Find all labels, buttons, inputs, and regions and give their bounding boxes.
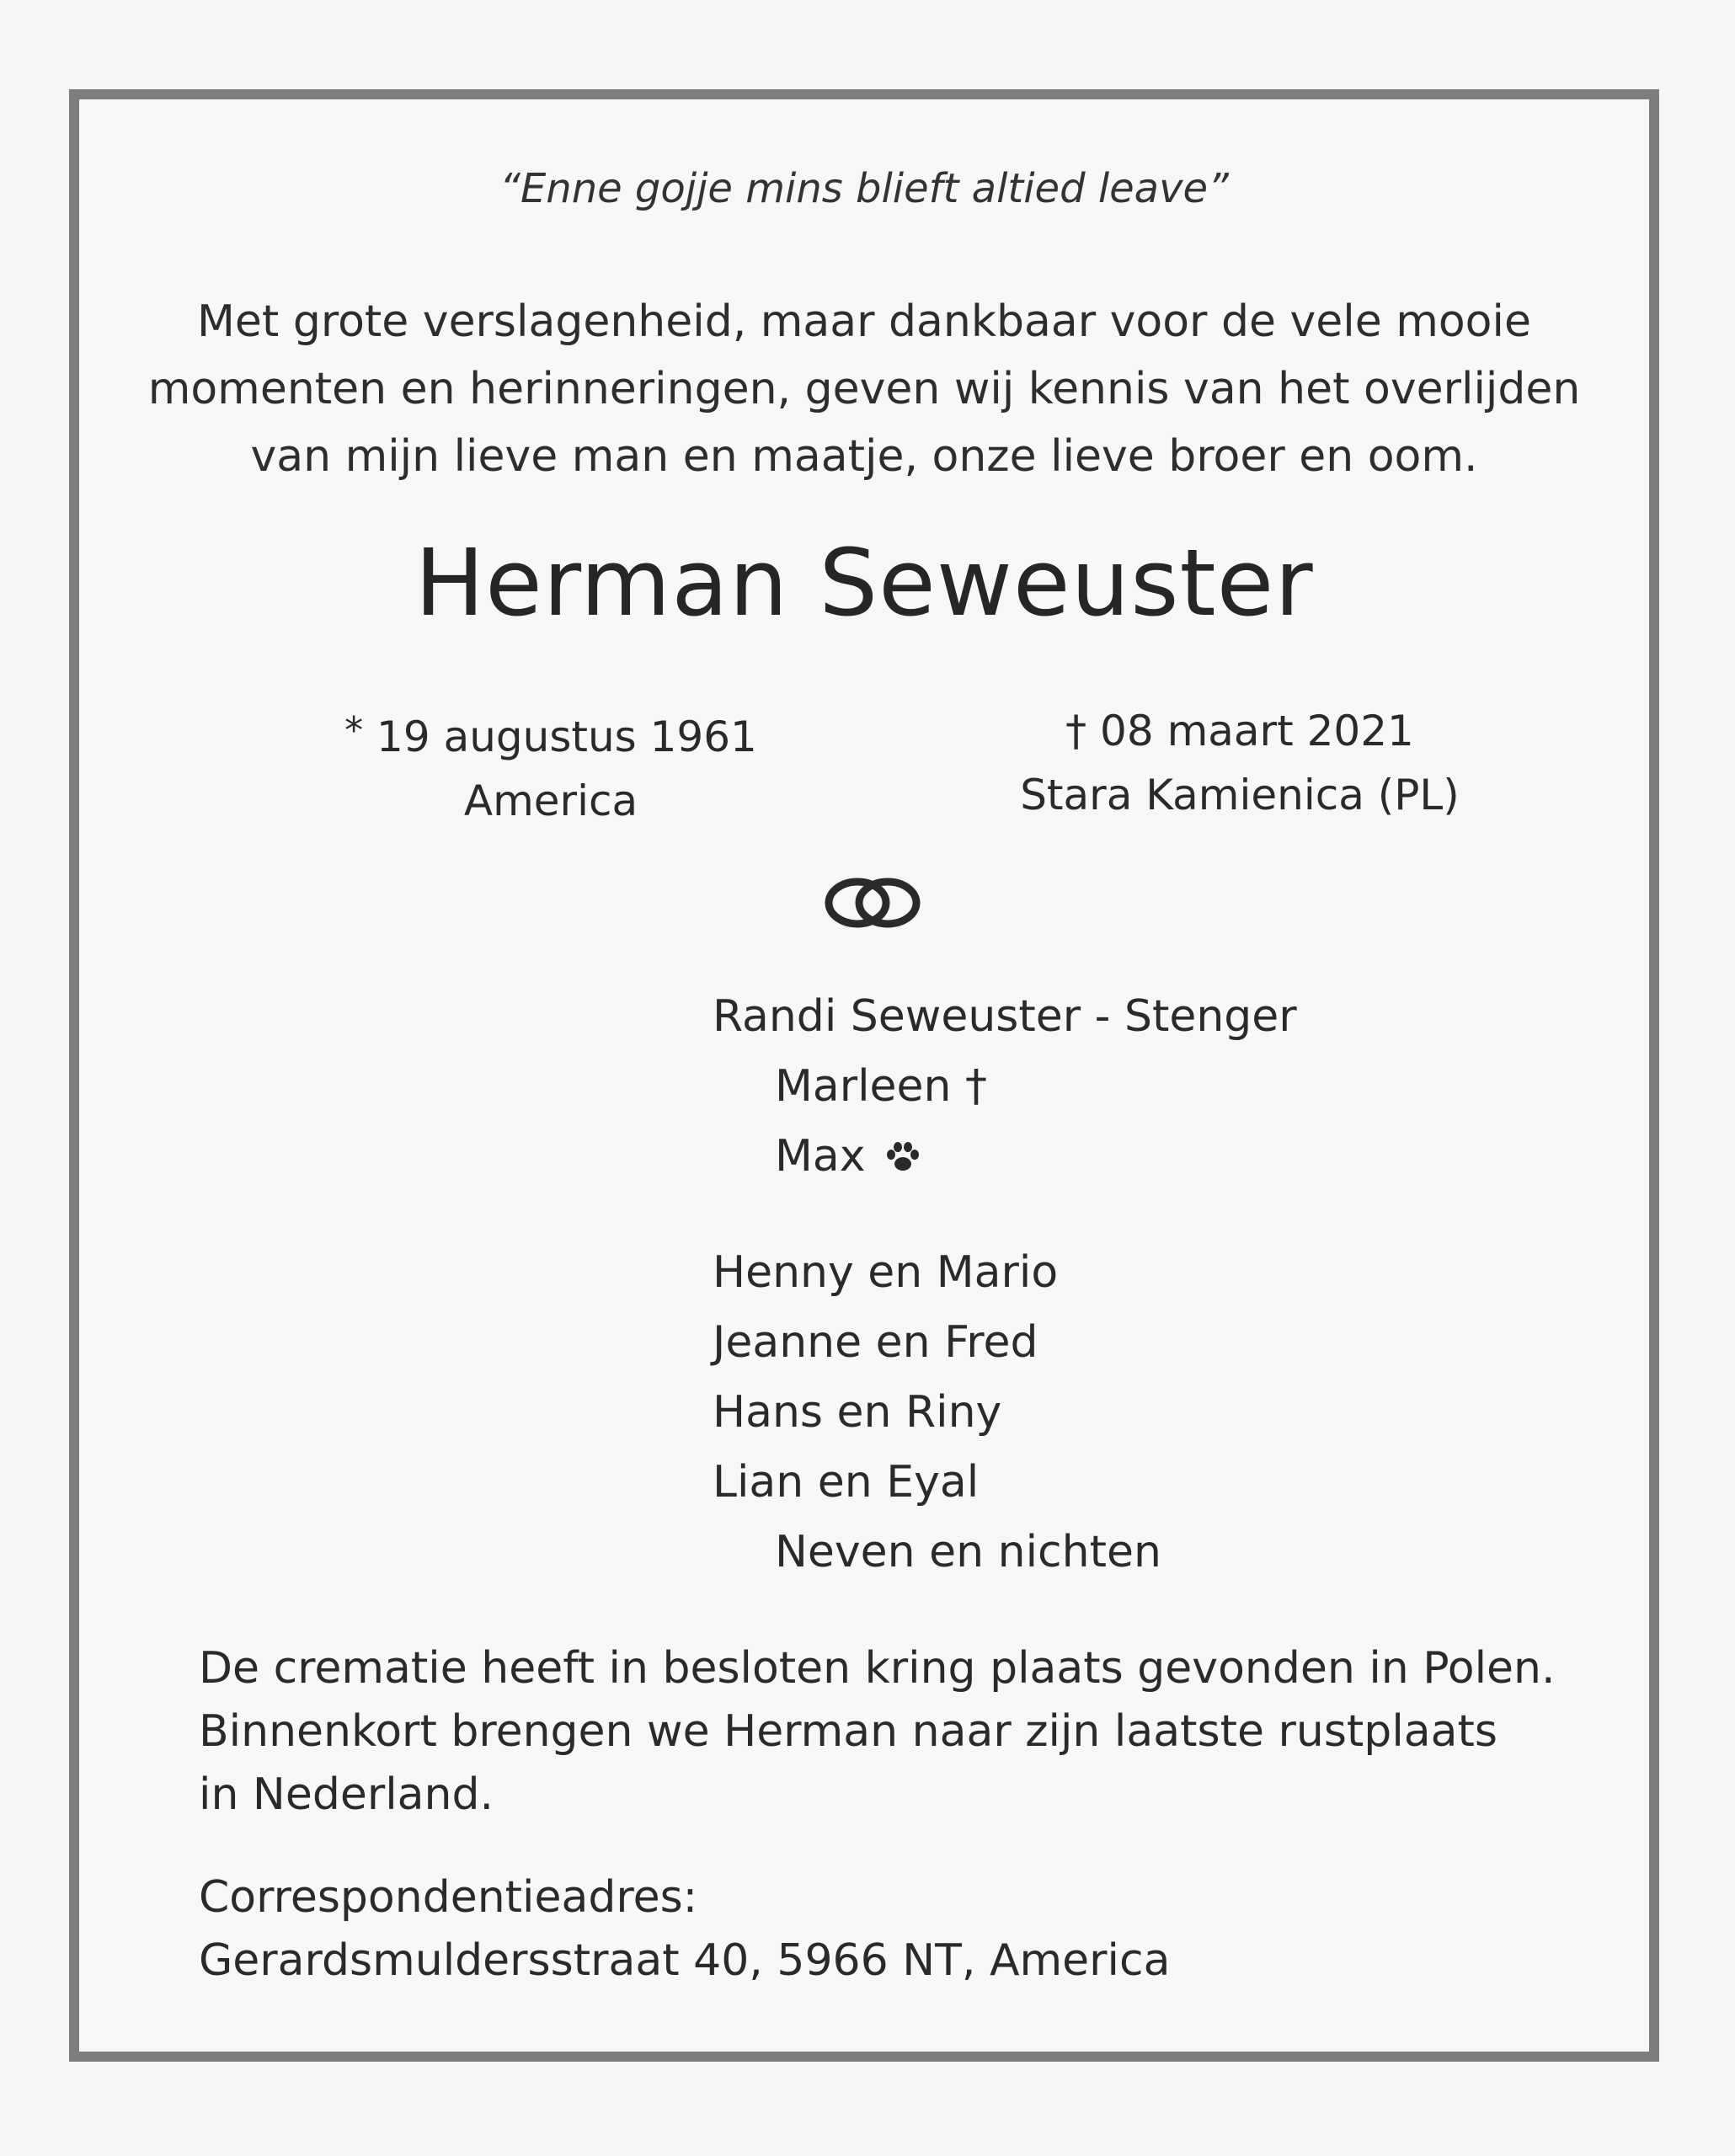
correspondence-label: Correspondentieadres:	[199, 1872, 698, 1923]
deceased-name: Herman Seweuster	[414, 529, 1314, 637]
nephews-nieces: Neven en nichten	[775, 1527, 1161, 1577]
birth-symbol: *	[344, 709, 364, 752]
death-info	[945, 699, 1535, 827]
announcement-frame	[69, 89, 1659, 2062]
death-date: 08 maart 2021	[1100, 707, 1414, 755]
cremation-text	[199, 1637, 1556, 1827]
correspondence-address: Gerardsmuldersstraat 40, 5966 NT, America	[199, 1935, 1171, 1986]
death-place: Stara Kamienica (PL)	[1020, 771, 1460, 819]
intro-text	[79, 288, 1649, 490]
paw-icon	[884, 1140, 921, 1174]
sibling-couple: Hans en Riny	[713, 1387, 1002, 1438]
cremation-line: in Nederland.	[199, 1769, 494, 1820]
death-symbol: †	[1065, 707, 1087, 755]
birth-date: 19 augustus 1961	[376, 712, 757, 761]
cremation-line: De crematie heeft in besloten kring plaats gevonden in Polen.	[199, 1643, 1556, 1694]
intro-line: Met grote verslagenheid, maar dankbaar voor de vele mooie	[197, 296, 1531, 347]
sibling-couple: Jeanne en Fred	[713, 1317, 1038, 1368]
cremation-line: Binnenkort brengen we Herman naar zijn laatste rustplaats	[199, 1706, 1497, 1757]
sibling-couple: Henny en Mario	[713, 1247, 1059, 1298]
deceased-mark: †	[965, 1061, 988, 1112]
birth-place: America	[463, 776, 638, 825]
sibling-couple: Lian en Eyal	[713, 1457, 980, 1508]
opening-quote: “Enne gojje mins blieft altied leave”	[499, 165, 1229, 212]
correspondence-block	[199, 1866, 1170, 1993]
wedding-rings-icon	[814, 869, 932, 937]
birth-info	[332, 699, 770, 833]
family-member	[775, 1122, 921, 1192]
child-name: Marleen	[775, 1061, 952, 1112]
intro-line: momenten en herinneringen, geven wij kennis van het overlijden	[147, 364, 1581, 414]
child-name: Max	[775, 1131, 866, 1182]
intro-line: van mijn lieve man en maatje, onze lieve broer en oom.	[250, 431, 1478, 482]
family-member	[775, 1052, 987, 1122]
spouse-name: Randi Seweuster - Stenger	[713, 991, 1297, 1042]
